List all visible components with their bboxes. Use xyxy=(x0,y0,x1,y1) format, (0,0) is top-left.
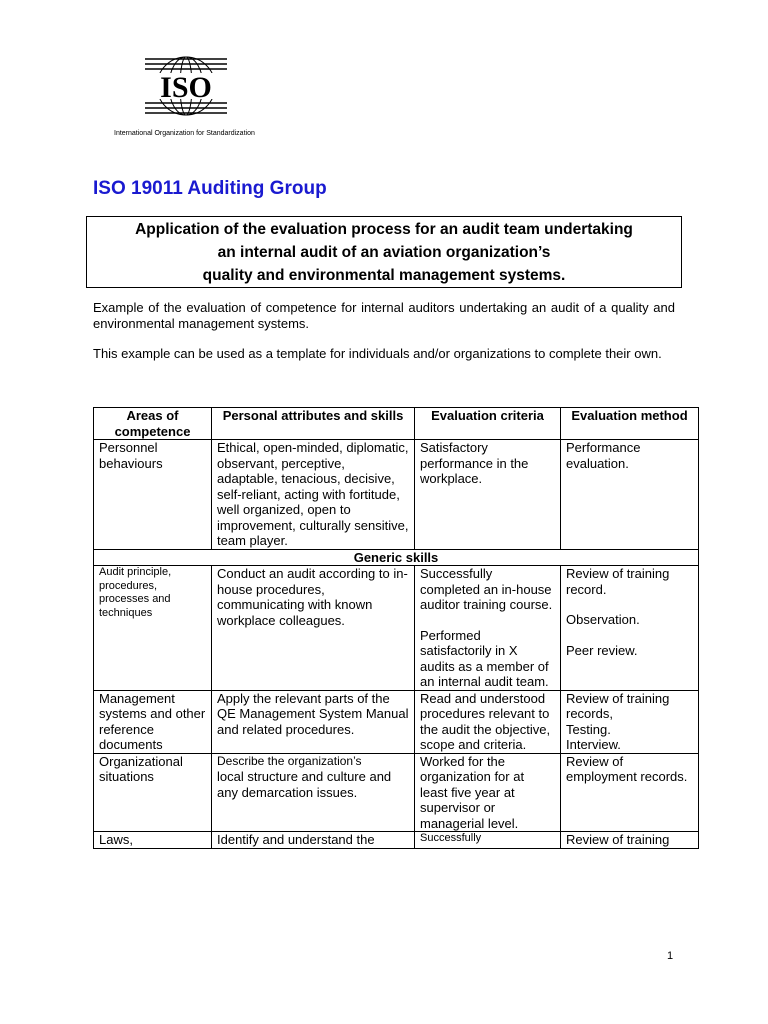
cell-area: Audit principle, procedures, processes and techniques xyxy=(94,566,212,691)
cell-area: Personnel behaviours xyxy=(94,440,212,550)
cell-method: Performance evaluation. xyxy=(561,440,699,550)
attributes-text: Describe the organization’s xyxy=(217,753,362,768)
cell-area: Management systems and other reference documents xyxy=(94,690,212,753)
table-row xyxy=(94,753,699,832)
cell-attributes: Identify and understand the xyxy=(212,832,415,849)
table-row xyxy=(94,440,699,550)
cell-attributes xyxy=(212,753,415,832)
attributes-text: local structure and culture and any demarcation issues. xyxy=(217,769,392,800)
header-attributes: Personal attributes and skills xyxy=(212,408,415,440)
cell-criteria: Worked for the organization for at least five year at supervisor or managerial level. xyxy=(415,753,561,832)
cell-criteria xyxy=(415,566,561,691)
method-text: Interview. xyxy=(566,737,621,752)
table-row xyxy=(94,566,699,691)
criteria-text: Performed satisfactorily in X audits as a member of an internal audit team. xyxy=(420,627,549,689)
cell-criteria: Successfully xyxy=(415,832,561,849)
boxed-heading xyxy=(86,216,682,288)
boxed-heading-line-1: Application of the evaluation process for an audit team undertaking xyxy=(135,221,633,238)
cell-attributes: Ethical, open-minded, diplomatic, observant, perceptive, adaptable, tenacious, decisive, self-reliant, acting with fortitude, well organized, open to improvement, culturally sensitive, team player. xyxy=(212,440,415,550)
cell-method: Review of training xyxy=(561,832,699,849)
organization-name: International Organization for Standardization xyxy=(114,130,255,137)
boxed-heading-line-3: quality and environmental management systems. xyxy=(202,267,566,284)
cell-criteria: Read and understood procedures relevant to the audit the objective, scope and criteria. xyxy=(415,690,561,753)
table-row xyxy=(94,690,699,753)
table-row xyxy=(94,832,699,849)
cell-criteria: Satisfactory performance in the workplace. xyxy=(415,440,561,550)
method-text: Review of training record. xyxy=(566,566,670,597)
method-text: Peer review. xyxy=(566,642,638,658)
boxed-heading-line-2: an internal audit of an aviation organization’s xyxy=(217,244,551,261)
page-number: 1 xyxy=(667,950,674,962)
intro-paragraph: Example of the evaluation of competence for internal auditors undertaking an audit of a quality and environmental management systems. xyxy=(93,300,675,331)
cell-attributes: Conduct an audit according to in-house procedures, communicating with known workplace colleagues. xyxy=(212,566,415,691)
template-paragraph: This example can be used as a template for individuals and/or organizations to complete their own. xyxy=(93,346,662,361)
page-title: ISO 19011 Auditing Group xyxy=(93,178,327,199)
header-method: Evaluation method xyxy=(561,408,699,440)
cell-area: Organizational situations xyxy=(94,753,212,832)
method-text: Observation. xyxy=(566,612,640,627)
cell-method xyxy=(561,566,699,691)
generic-skills-heading: Generic skills xyxy=(94,549,699,566)
svg-text:ISO: ISO xyxy=(160,71,212,104)
table-header-row xyxy=(94,408,699,440)
criteria-text: Successfully completed an in-house auditor training course. xyxy=(420,566,553,612)
header-criteria: Evaluation criteria xyxy=(415,408,561,440)
cell-method: Review of employment records. xyxy=(561,753,699,832)
cell-area: Laws, xyxy=(94,832,212,849)
method-text: Review of training records, xyxy=(566,690,670,721)
method-text: Testing. xyxy=(566,721,611,737)
cell-attributes: Apply the relevant parts of the QE Management System Manual and related procedures. xyxy=(212,690,415,753)
cell-method xyxy=(561,690,699,753)
iso-logo xyxy=(145,55,227,117)
competence-table xyxy=(93,407,699,849)
table-subheading-row xyxy=(94,549,699,566)
header-areas: Areas of competence xyxy=(94,408,212,440)
